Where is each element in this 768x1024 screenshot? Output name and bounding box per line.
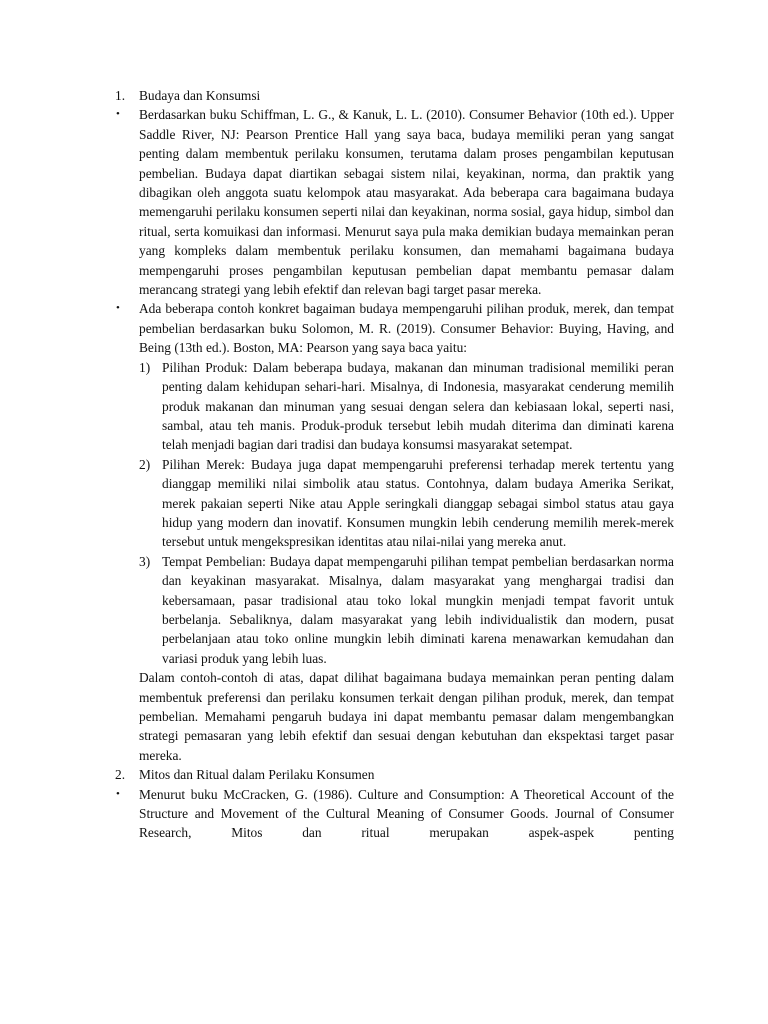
section-title: Budaya dan Konsumsi (139, 88, 261, 103)
document-page (0, 86, 768, 843)
section-heading-2 (0, 765, 674, 784)
paragraph-text: Berdasarkan buku Schiffman, L. G., & Kanuk, L. L. (2010). Consumer Behavior (10th ed.). Upper Saddle River, NJ: Pearson Prentice Hall yang saya baca, budaya memiliki peran yang sangat penting dalam membentuk perilaku konsumen, terutama dalam proses pengambilan keputusan pembelian. Budaya dapat diartikan sebagai sistem nilai, keyakinan, norma, dan praktik yang dibagikan oleh anggota suatu kelompok atau masyarakat. Ada beberapa cara bagaimana budaya memengaruhi perilaku konsumen seperti nilai dan keyakinan, norma sosial, gaya hidup, simbol dan ritual, serta komuikasi dan informasi. Menurut saya pula maka demikian budaya memainkan peran yang kompleks dalam membentuk perilaku konsumen, dan memahami bagaimana budaya mempengaruhi proses pengambilan keputusan pembelian dapat membantu pemasar dalam merancang strategi yang lebih efektif dan relevan bagi target pasar mereka. (139, 107, 674, 298)
list-item (0, 552, 674, 668)
bullet-icon: • (116, 302, 120, 315)
bullet-paragraph (0, 785, 674, 843)
section-heading-1 (0, 86, 674, 105)
list-item-number: 2) (139, 456, 151, 472)
list-item-text: Pilihan Produk: Dalam beberapa budaya, makanan dan minuman tradisional memiliki peran penting dalam kehidupan sehari-hari. Misalnya, di Indonesia, masyarakat cenderung memilih produk makanan dan minuman yang sesuai dengan selera dan kebiasaan lokal, seperti nasi, sambal, atau teh manis. Produk-produk tersebut lebih mudah diterima dan diminati karena telah menjadi bagian dari tradisi dan budaya konsumsi masyarakat setempat. (162, 359, 674, 453)
list-item-number: 1) (139, 359, 151, 375)
bullet-icon: • (116, 787, 120, 800)
bullet-icon: • (116, 108, 120, 121)
section-number: 1. (115, 88, 126, 103)
bullet-paragraph (0, 105, 674, 299)
section-title: Mitos dan Ritual dalam Perilaku Konsumen (139, 767, 375, 783)
list-item-text: Pilihan Merek: Budaya juga dapat mempengaruhi preferensi terhadap merek tertentu yang dianggap memiliki nilai simbolik atau status. Contohnya, dalam budaya Amerika Serikat, merek pakaian seperti Nike atau Apple seringkali dianggap sebagai simbol status atau gaya hidup yang modern dan inovatif. Konsumen mungkin lebih cenderung memilih merek-merek tersebut untuk mengekspresikan identitas atau nilai-nilai yang mereka anut. (162, 456, 674, 550)
closing-paragraph: Dalam contoh-contoh di atas, dapat dilihat bagaimana budaya memainkan peran penting dalam membentuk preferensi dan perilaku konsumen terkait dengan pilihan produk, merek, dan tempat pembelian. Memahami pengaruh budaya ini dapat membantu pemasar dalam mengembangkan strategi pemasaran yang lebih efektif dan sesuai dengan kebutuhan dan ekspektasi target pasar mereka. (139, 670, 674, 763)
list-item-text: Tempat Pembelian: Budaya dapat mempengaruhi pilihan tempat pembelian berdasarkan norma dan keyakinan masyarakat. Misalnya, dalam masyarakat yang menghargai tradisi dan kebersamaan, pasar tradisional atau toko lokal mungkin menjadi tempat favorit untuk berbelanja. Sebaliknya, dalam masyarakat yang lebih individualistik dan modern, pusat perbelanjaan atau toko online mungkin lebih diminati karena menawarkan kemudahan dan variasi produk yang lebih luas. (162, 553, 674, 666)
list-item (0, 358, 674, 455)
bullet-paragraph (0, 299, 674, 357)
paragraph-text: Ada beberapa contoh konkret bagaiman budaya mempengaruhi pilihan produk, merek, dan tempat pembelian berdasarkan buku Solomon, M. R. (2019). Consumer Behavior: Buying, Having, and Being (13th ed.). Boston, MA: Pearson yang saya baca yaitu: (139, 301, 674, 356)
paragraph-text: Menurut buku McCracken, G. (1986). Culture and Consumption: A Theoretical Account of the Structure and Movement of the Cultural Meaning of Consumer Goods. Journal of Consumer Research, Mitos dan ritual merupakan aspek-aspek penting (139, 786, 674, 841)
section-number: 2. (115, 767, 126, 783)
list-item (0, 455, 674, 552)
list-item-number: 3) (139, 553, 151, 569)
